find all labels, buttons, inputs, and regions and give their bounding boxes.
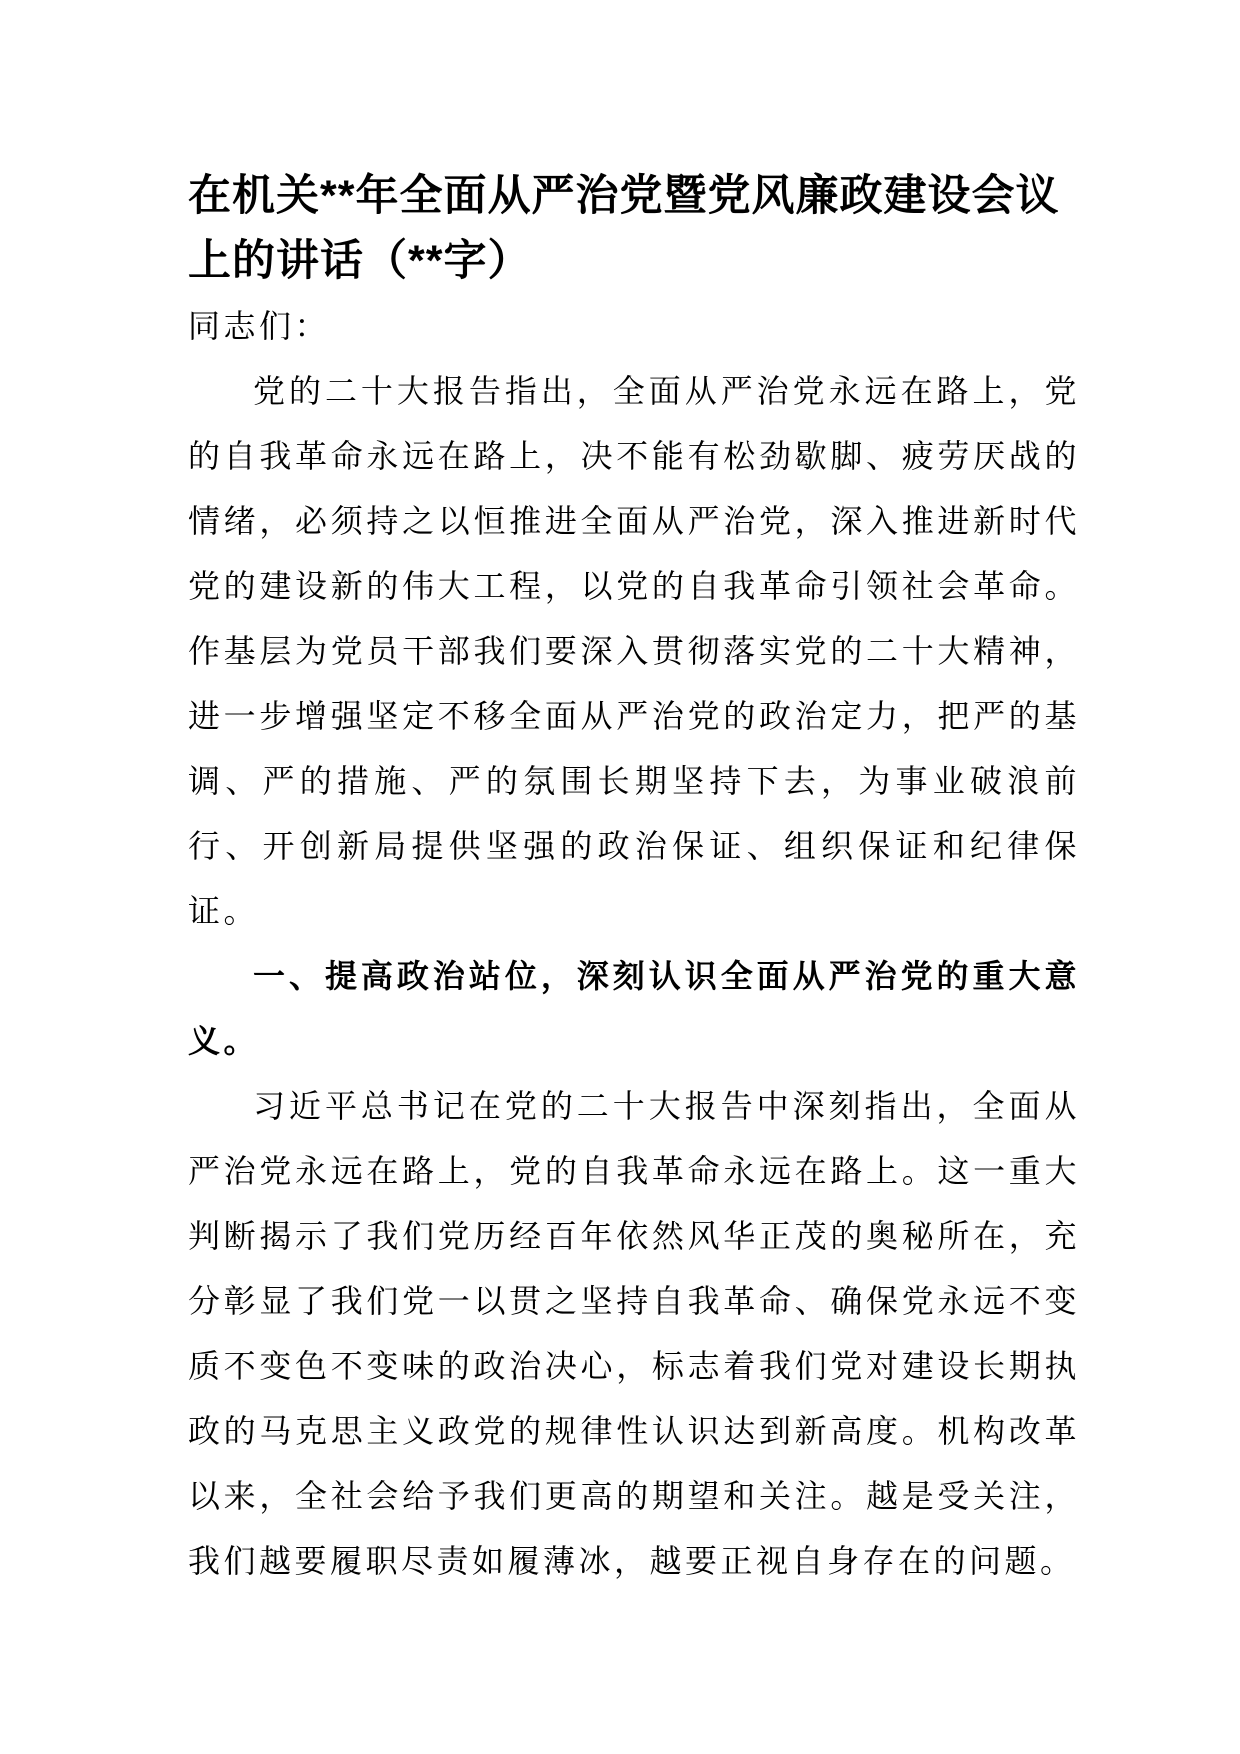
section-heading-1: 一、提高政治站位，深刻认识全面从严治党的重大意义。 — [188, 958, 1080, 1059]
body-paragraph-1: 党的二十大报告指出，全面从严治党永远在路上，党的自我革命永远在路上，决不能有松劲歇脚、疲劳厌战的情绪，必须持之以恒推进全面从严治党，深入推进新时代党的建设新的伟大工程，以党的自我革命引领社会革命。作基层为党员干部我们要深入贯彻落实党的二十大精神，进一步增强坚定不移全面从严治党的政治定力，把严的基调、严的措施、严的氛围长期坚持下去，为事业破浪前行、开创新局提供坚强的政治保证、组织保证和纪律保证。 — [188, 373, 1080, 929]
document-title: 在机关**年全面从严治党暨党风廉政建设会议上的讲话（**字） — [188, 172, 1060, 285]
body-paragraph-2: 习近平总书记在党的二十大报告中深刻指出，全面从严治党永远在路上，党的自我革命永远在路上。这一重大判断揭示了我们党历经百年依然风华正茂的奥秘所在，充分彰显了我们党一以贯之坚持自我革命、确保党永远不变质不变色不变味的政治决心，标志着我们党对建设长期执政的马克思主义政党的规律性认识达到新高度。机构改革以来，全社会给予我们更高的期望和关注。越是受关注，我们越要履职尽责如履薄冰，越要正视自身存在的问题。 — [188, 1088, 1080, 1579]
salutation-line: 同志们： — [188, 308, 331, 344]
